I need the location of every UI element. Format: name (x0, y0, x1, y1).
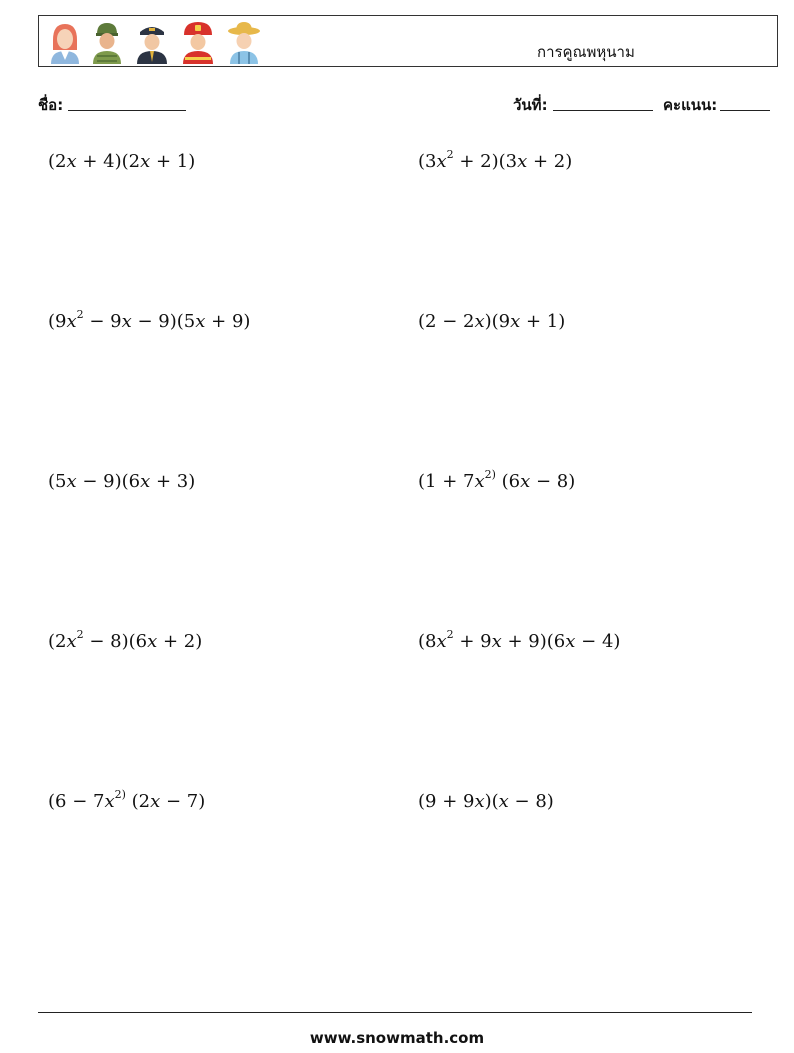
worksheet-header (38, 15, 778, 67)
problem-7: $(2x^2 - 8)(6x + 2)$ (48, 628, 203, 652)
name-blank[interactable] (68, 110, 186, 111)
soldier-avatar-icon (89, 20, 125, 64)
woman-avatar-icon (47, 20, 83, 64)
firefighter-avatar-icon (180, 20, 216, 64)
problem-2: $(3x^2 + 2)(3x + 2)$ (418, 148, 573, 172)
problem-6: ($1 + 7x^{2)}$ (6x − 8) (418, 468, 576, 492)
score-label: คะแนน: (663, 96, 718, 114)
score-blank[interactable] (720, 110, 770, 111)
pilot-avatar-icon (134, 20, 170, 64)
worksheet-title: การคูณพหุนาม (537, 43, 635, 61)
name-label: ชื่อ: (38, 96, 64, 114)
footer-rule (38, 1012, 752, 1013)
problem-9: ($6 - 7x^{2)}$ (2x − 7) (48, 788, 206, 812)
problem-10: (9 + 9x)(x − 8) (418, 791, 554, 812)
problem-1: (2x + 4)(2x + 1) (48, 151, 196, 172)
date-blank[interactable] (553, 110, 653, 111)
date-label: วันที่: (513, 96, 548, 114)
problem-5: (5x − 9)(6x + 3) (48, 471, 196, 492)
problem-4: (2 − 2x)(9x + 1) (418, 311, 566, 332)
farmer-avatar-icon (226, 20, 262, 64)
problem-3: $(9x^2 - 9x - 9)(5x + 9)$ (48, 308, 251, 332)
footer-url[interactable]: www.snowmath.com (309, 1029, 485, 1047)
problem-8: $(8x^2 + 9x + 9)(6x - 4)$ (418, 628, 621, 652)
